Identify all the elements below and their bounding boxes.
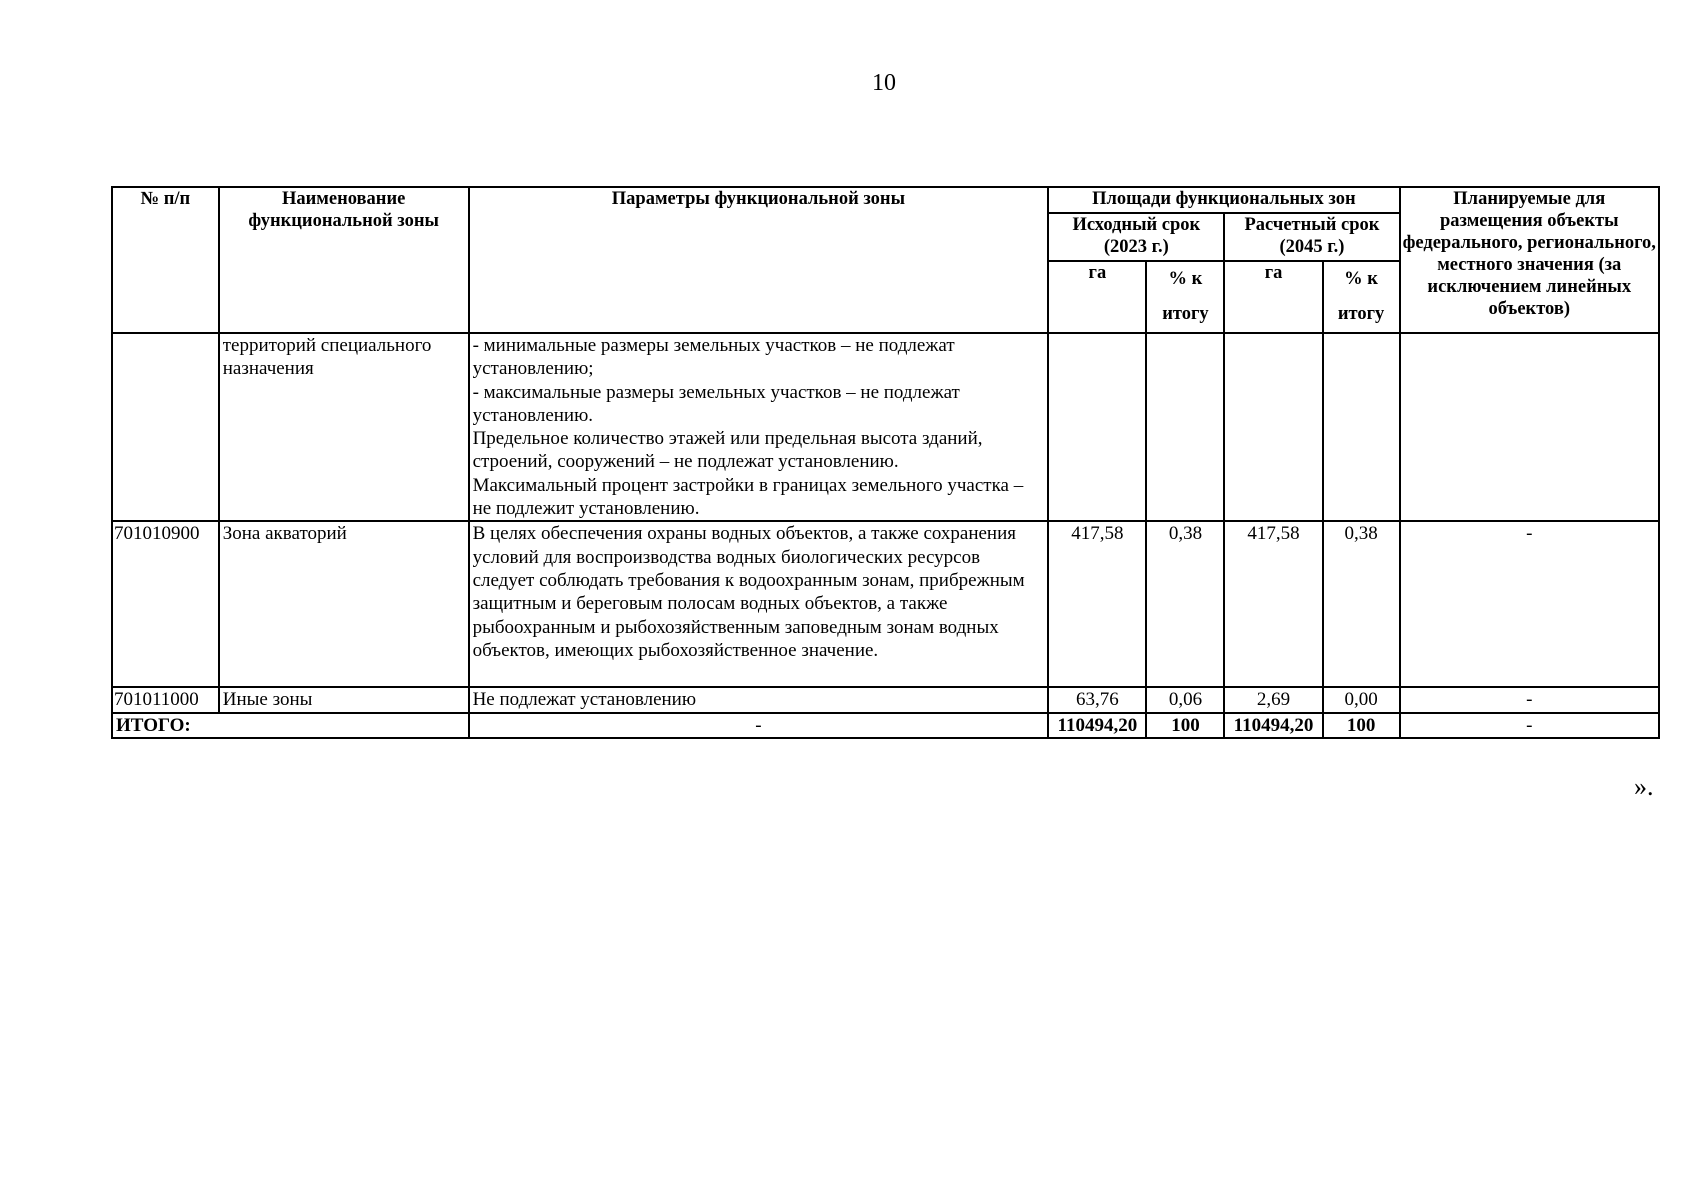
header-pct-estimated-top: % к bbox=[1344, 269, 1378, 289]
row-pct-initial: 0,06 bbox=[1146, 687, 1224, 712]
table-row bbox=[112, 521, 1659, 687]
total-pct-estimated: 100 bbox=[1323, 713, 1400, 738]
row-pct-initial: 0,38 bbox=[1146, 521, 1224, 687]
total-pct-initial: 100 bbox=[1146, 713, 1224, 738]
header-num: № п/п bbox=[112, 187, 219, 333]
header-pct-initial bbox=[1146, 261, 1224, 333]
row-num bbox=[112, 333, 219, 521]
row-pct-estimated: 0,38 bbox=[1323, 521, 1400, 687]
header-pct-initial-bottom: итогу bbox=[1162, 304, 1209, 324]
table-row bbox=[112, 687, 1659, 712]
header-pct-initial-top: % к bbox=[1168, 269, 1203, 289]
row-ha-estimated bbox=[1224, 333, 1322, 521]
total-row bbox=[112, 713, 1659, 738]
row-ha-estimated: 2,69 bbox=[1224, 687, 1322, 712]
row-planned: - bbox=[1400, 521, 1659, 687]
row-ha-initial: 417,58 bbox=[1048, 521, 1146, 687]
header-estimated-term: Расчетный срок (2045 г.) bbox=[1224, 213, 1399, 261]
row-zone-name: Зона акваторий bbox=[219, 521, 469, 687]
header-zone-params: Параметры функциональной зоны bbox=[469, 187, 1049, 333]
header-ha-initial: га bbox=[1048, 261, 1146, 333]
total-params: - bbox=[469, 713, 1049, 738]
row-zone-name: Иные зоны bbox=[219, 687, 469, 712]
row-num: 701010900 bbox=[112, 521, 219, 687]
header-pct-estimated bbox=[1323, 261, 1400, 333]
total-planned: - bbox=[1400, 713, 1659, 738]
row-num: 701011000 bbox=[112, 687, 219, 712]
table-body bbox=[112, 333, 1659, 738]
row-ha-initial bbox=[1048, 333, 1146, 521]
row-planned bbox=[1400, 333, 1659, 521]
row-pct-initial bbox=[1146, 333, 1224, 521]
total-label: ИТОГО: bbox=[112, 713, 469, 738]
page-number: 10 bbox=[872, 70, 896, 96]
row-ha-initial: 63,76 bbox=[1048, 687, 1146, 712]
row-zone-name: территорий специального назначения bbox=[219, 333, 469, 521]
row-zone-params: - минимальные размеры земельных участков – не подлежат установлению; - максимальные размеры земельных участков – не подлежат установлению. Предельное количество этажей или предельная высота зданий, строений, сооружений – не подлежат установлению. Максимальный процент застройки в границах земельного участка – не подлежит установлению. bbox=[469, 333, 1049, 521]
header-planned-objects: Планируемые для размещения объекты федерального, регионального, местного значения (за исключением линейных объектов) bbox=[1400, 187, 1659, 333]
table-row bbox=[112, 333, 1659, 521]
table-header bbox=[112, 187, 1659, 333]
row-zone-params: В целях обеспечения охраны водных объектов, а также сохранения условий для воспроизводства водных биологических ресурсов следует соблюдать требования к водоохранным зонам, прибрежным защитным и береговым полосам водных объектов, а также рыбоохранным и рыбохозяйственным заповедным зонам водных объектов, имеющих рыбохозяйственное значение. bbox=[469, 521, 1049, 687]
row-ha-estimated: 417,58 bbox=[1224, 521, 1322, 687]
total-ha-estimated: 110494,20 bbox=[1224, 713, 1322, 738]
header-pct-estimated-bottom: итогу bbox=[1337, 304, 1385, 324]
functional-zones-table bbox=[111, 186, 1660, 739]
header-ha-estimated: га bbox=[1224, 261, 1322, 333]
closing-quote-mark: ». bbox=[1634, 772, 1654, 801]
row-pct-estimated bbox=[1323, 333, 1400, 521]
header-zone-name: Наименование функциональной зоны bbox=[219, 187, 469, 333]
row-pct-estimated: 0,00 bbox=[1323, 687, 1400, 712]
total-ha-initial: 110494,20 bbox=[1048, 713, 1146, 738]
row-zone-params: Не подлежат установлению bbox=[469, 687, 1049, 712]
header-initial-term: Исходный срок (2023 г.) bbox=[1048, 213, 1224, 261]
header-zone-areas: Площади функциональных зон bbox=[1048, 187, 1399, 213]
row-planned: - bbox=[1400, 687, 1659, 712]
